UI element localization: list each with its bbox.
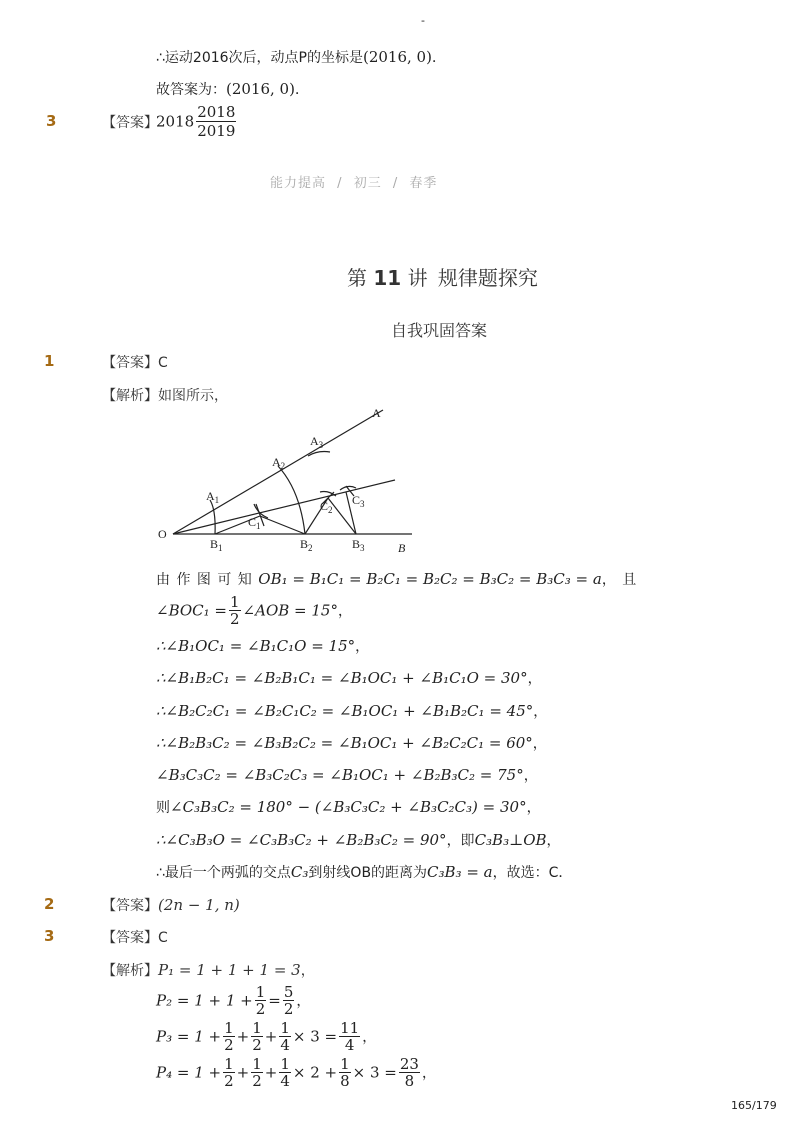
- label-b1-sub: 1: [218, 543, 223, 553]
- running-header: [270, 172, 437, 191]
- q3-p4-frac-1: [223, 1056, 235, 1089]
- q1-line-8-comma: ，: [526, 800, 541, 816]
- lecture-prefix: 第: [347, 266, 367, 290]
- q1-line-5-math: ∴∠B₂C₂C₁ = ∠B₂C₁C₂ = ∠B₁OC₁ + ∠B₁B₂C₁ = 45°: [156, 702, 534, 720]
- q3-answer: [102, 927, 168, 947]
- q3-p4-frac-2: [251, 1056, 263, 1089]
- prev-line-1-value: (2016, 0): [362, 48, 432, 66]
- q3-p2-comma: ，: [296, 993, 311, 1010]
- q1-line-2-num: 1: [230, 593, 240, 611]
- lecture-name: 规律题探究: [437, 266, 538, 290]
- q1-line-6: [156, 733, 547, 753]
- q1-line-1: [156, 569, 637, 589]
- label-a1-letter: A: [206, 489, 215, 503]
- label-o: O: [158, 527, 167, 541]
- q3-p4-times-1: × 2 +: [292, 1063, 338, 1082]
- label-c1-sub: 1: [256, 521, 261, 531]
- q3-p1-comma: ，: [300, 963, 315, 979]
- q1-analysis-intro: 如图所示，: [158, 388, 228, 404]
- label-b: B: [398, 541, 406, 555]
- label-c3: [352, 493, 365, 509]
- prev-q3-fraction: [196, 103, 236, 140]
- q3-p2-frac-1: [255, 984, 267, 1017]
- q1-answer-value: C: [158, 355, 168, 371]
- section-title: 自我巩固答案: [391, 321, 488, 340]
- q1-line-9-mid: ，即: [446, 833, 475, 849]
- label-c3-sub: 3: [360, 499, 365, 509]
- q3-answer-label: 【答案】: [102, 930, 158, 946]
- q3-p3-plus-1: +: [236, 1027, 250, 1046]
- prev-q3-answer-label: 【答案】: [102, 115, 158, 131]
- segment-c1b2: [260, 516, 305, 534]
- q3-p2-f1d: 2: [255, 1000, 266, 1018]
- q1-line-5: [156, 701, 547, 721]
- q3-p4-f2n: 1: [252, 1055, 262, 1073]
- geometry-figure: [150, 400, 420, 560]
- label-a3-sub: 3: [318, 440, 324, 450]
- arc-1: [210, 500, 215, 534]
- q3-p3-f1n: 1: [224, 1019, 234, 1037]
- q3-p1: P₁ = 1 + 1 + 1 = 3: [158, 961, 301, 979]
- label-a2: [272, 455, 285, 471]
- q1-analysis-label: 【解析】: [102, 388, 158, 404]
- label-b1-letter: B: [210, 537, 219, 551]
- q1-line-2-b: ∠AOB = 15°: [242, 601, 338, 620]
- q3-p3-frac-1: [223, 1020, 235, 1053]
- top-mark: -: [421, 14, 425, 27]
- q3-p3-f4n: 11: [340, 1019, 360, 1037]
- q3-p4-f1n: 1: [224, 1055, 234, 1073]
- q1-line-10-m2: C₃B₃ = a: [427, 863, 493, 881]
- q1-line-9-math: ∴∠C₃B₃O = ∠C₃B₃C₂ + ∠B₂B₃C₂ = 90°: [156, 831, 447, 849]
- q3-p4-frac-4: [339, 1056, 351, 1089]
- q3-p4-comma: ，: [421, 1065, 436, 1082]
- label-a3-letter: A: [310, 434, 319, 448]
- q1-line-10: [156, 862, 572, 882]
- prev-q3-numerator: 2018: [197, 103, 236, 121]
- q3-p4-f1d: 2: [224, 1072, 234, 1090]
- q1-line-8: [156, 797, 541, 817]
- label-a3: [310, 434, 324, 450]
- q3-p2-f2n: 5: [283, 983, 294, 1001]
- q1-line-8-math: ∠C₃B₃C₂ = 180° − (∠B₃C₃C₂ + ∠B₃C₂C₃) = 30°: [170, 798, 527, 816]
- q3-p3-frac-4: [339, 1020, 360, 1053]
- q1-line-1-suffix: ， 且: [601, 572, 638, 588]
- q1-line-10-b: 到射线OB的距离为: [308, 865, 428, 881]
- q1-line-10-c: ，故选：C．: [492, 865, 573, 881]
- q3-p2-frac-2: [283, 984, 295, 1017]
- prev-line-2-value: (2016, 0): [226, 80, 295, 98]
- label-b1: [210, 537, 223, 553]
- q1-line-3-math: ∴∠B₁OC₁ = ∠B₁C₁O = 15°: [156, 637, 356, 655]
- q3-p4: [156, 1056, 436, 1089]
- q3-analysis: [102, 960, 315, 980]
- q3-p3-f2d: 2: [252, 1036, 262, 1054]
- term-name: 春季: [409, 176, 438, 191]
- q3-p3-f3d: 4: [280, 1036, 290, 1054]
- q1-line-7-comma: ，: [523, 768, 538, 784]
- q1-line-3-comma: ，: [355, 639, 370, 655]
- q3-p4-f5n: 23: [399, 1055, 419, 1073]
- q1-answer: [102, 352, 168, 372]
- prev-line-2-suffix: ．: [294, 82, 309, 98]
- q3-analysis-label: 【解析】: [102, 963, 158, 979]
- q3-p4-f2d: 2: [252, 1072, 262, 1090]
- q3-p4-frac-3: [279, 1056, 291, 1089]
- prev-q3-answer: [156, 103, 238, 140]
- q1-line-3: [156, 636, 369, 656]
- q3-p3-f1d: 2: [224, 1036, 234, 1054]
- q1-answer-label: 【答案】: [102, 355, 158, 371]
- q3-p3-frac-2: [251, 1020, 263, 1053]
- q3-p4-f5d: 8: [404, 1072, 415, 1090]
- q1-line-1-math: OB₁ = B₁C₁ = B₂C₁ = B₂C₂ = B₃C₂ = B₃C₃ = a: [258, 570, 602, 588]
- q1-line-1-prefix: 由 作 图 可 知: [156, 572, 259, 588]
- q3-p2: [156, 984, 310, 1017]
- q1-line-9-b: C₃B₃⊥OB: [474, 831, 547, 849]
- header-separator: /: [392, 176, 399, 191]
- q1-line-2-den: 2: [230, 610, 240, 628]
- label-b3-letter: B: [352, 537, 361, 551]
- lecture-suffix: 讲: [407, 266, 428, 290]
- label-c1: [248, 515, 261, 531]
- course-name: 能力提高: [270, 176, 327, 191]
- label-c3-letter: C: [352, 493, 361, 507]
- prev-line-1: [156, 47, 446, 67]
- q1-line-10-a: ∴最后一个两弧的交点: [156, 865, 291, 881]
- q1-line-7-math: ∠B₃C₃C₂ = ∠B₃C₂C₃ = ∠B₁OC₁ + ∠B₂B₃C₂ = 75°: [156, 766, 524, 784]
- label-b3: [352, 537, 365, 553]
- label-a2-letter: A: [272, 455, 281, 469]
- q3-p2-a: P₂ = 1 + 1 +: [156, 991, 253, 1010]
- q3-p4-a: P₄ = 1 +: [156, 1063, 222, 1082]
- q1-line-10-m1: C₃: [290, 863, 309, 881]
- label-a: A: [372, 406, 381, 420]
- prev-q3-number: 3: [46, 112, 57, 130]
- label-a2-sub: 2: [280, 461, 286, 471]
- q3-p4-f4d: 8: [340, 1072, 350, 1090]
- lecture-title: [347, 262, 538, 291]
- label-a1: [206, 489, 219, 505]
- q1-number: 1: [44, 352, 55, 370]
- q3-p4-f3d: 4: [280, 1072, 290, 1090]
- q1-line-8-prefix: 则: [156, 800, 170, 816]
- q3-p2-f1n: 1: [255, 983, 266, 1001]
- prev-q3-whole: 2018: [156, 112, 195, 131]
- q3-p3: [156, 1020, 376, 1053]
- page-number: 165/179: [731, 1099, 777, 1112]
- lecture-number: 11: [373, 266, 402, 290]
- q1-line-2-a: ∠BOC₁ =: [156, 601, 227, 620]
- q1-line-6-math: ∴∠B₂B₃C₂ = ∠B₃B₂C₂ = ∠B₁OC₁ + ∠B₂C₂C₁ = 60°: [156, 734, 533, 752]
- q2-number: 2: [44, 895, 55, 913]
- q2-answer: [102, 895, 240, 915]
- q1-line-9: [156, 830, 561, 850]
- q1-line-4: [156, 668, 542, 688]
- prev-q3-denominator: 2019: [197, 122, 236, 140]
- q1-line-7: [156, 765, 538, 785]
- grade-name: 初三: [353, 176, 382, 191]
- q1-line-5-comma: ，: [533, 704, 548, 720]
- q1-line-2-fraction: [229, 594, 241, 627]
- label-c2-sub: 2: [328, 505, 333, 515]
- q3-p4-frac-5: [399, 1056, 420, 1089]
- q3-p4-f4n: 1: [340, 1055, 350, 1073]
- label-a1-sub: 1: [214, 495, 220, 505]
- q3-p4-f3n: 1: [280, 1055, 290, 1073]
- q3-number: 3: [44, 927, 55, 945]
- q3-answer-value: C: [158, 930, 168, 946]
- label-b2: [300, 537, 313, 553]
- q2-answer-value: (2n − 1, n): [158, 896, 240, 914]
- q1-line-6-comma: ，: [532, 736, 547, 752]
- q1-line-2: [156, 594, 352, 627]
- q3-p2-eq: =: [268, 991, 281, 1010]
- q3-p3-a: P₃ = 1 +: [156, 1027, 222, 1046]
- q1-line-9-comma: ，: [546, 833, 561, 849]
- q3-p4-plus-2: +: [264, 1063, 278, 1082]
- label-b2-letter: B: [300, 537, 309, 551]
- q1-line-2-suffix: ，: [337, 603, 352, 620]
- arc-2: [278, 466, 305, 534]
- prev-line-1-text: ∴运动2016次后，动点P的坐标是: [156, 50, 363, 66]
- q3-p2-f2d: 2: [283, 1000, 294, 1018]
- q3-p3-f4d: 4: [344, 1036, 355, 1054]
- q3-p3-comma: ，: [362, 1029, 377, 1046]
- prev-line-2-text: 故答案为：: [156, 82, 226, 98]
- prev-line-2: [156, 79, 309, 99]
- q1-line-4-math: ∴∠B₁B₂C₁ = ∠B₂B₁C₁ = ∠B₁OC₁ + ∠B₁C₁O = 30°: [156, 669, 528, 687]
- label-b2-sub: 2: [308, 543, 313, 553]
- q3-p3-times: × 3 =: [292, 1027, 338, 1046]
- header-separator: /: [337, 176, 343, 191]
- q3-p3-plus-2: +: [264, 1027, 278, 1046]
- q3-p4-plus-1: +: [236, 1063, 250, 1082]
- label-c2-letter: C: [320, 499, 329, 513]
- q1-line-4-comma: ，: [527, 671, 542, 687]
- q2-answer-label: 【答案】: [102, 898, 158, 914]
- q3-p3-frac-3: [279, 1020, 291, 1053]
- q3-p3-f2n: 1: [252, 1019, 262, 1037]
- label-b3-sub: 3: [360, 543, 365, 553]
- prev-line-1-suffix: ．: [431, 50, 446, 66]
- q3-p3-f3n: 1: [280, 1019, 290, 1037]
- label-c1-letter: C: [248, 515, 257, 529]
- q3-p4-times-2: × 3 =: [352, 1063, 397, 1082]
